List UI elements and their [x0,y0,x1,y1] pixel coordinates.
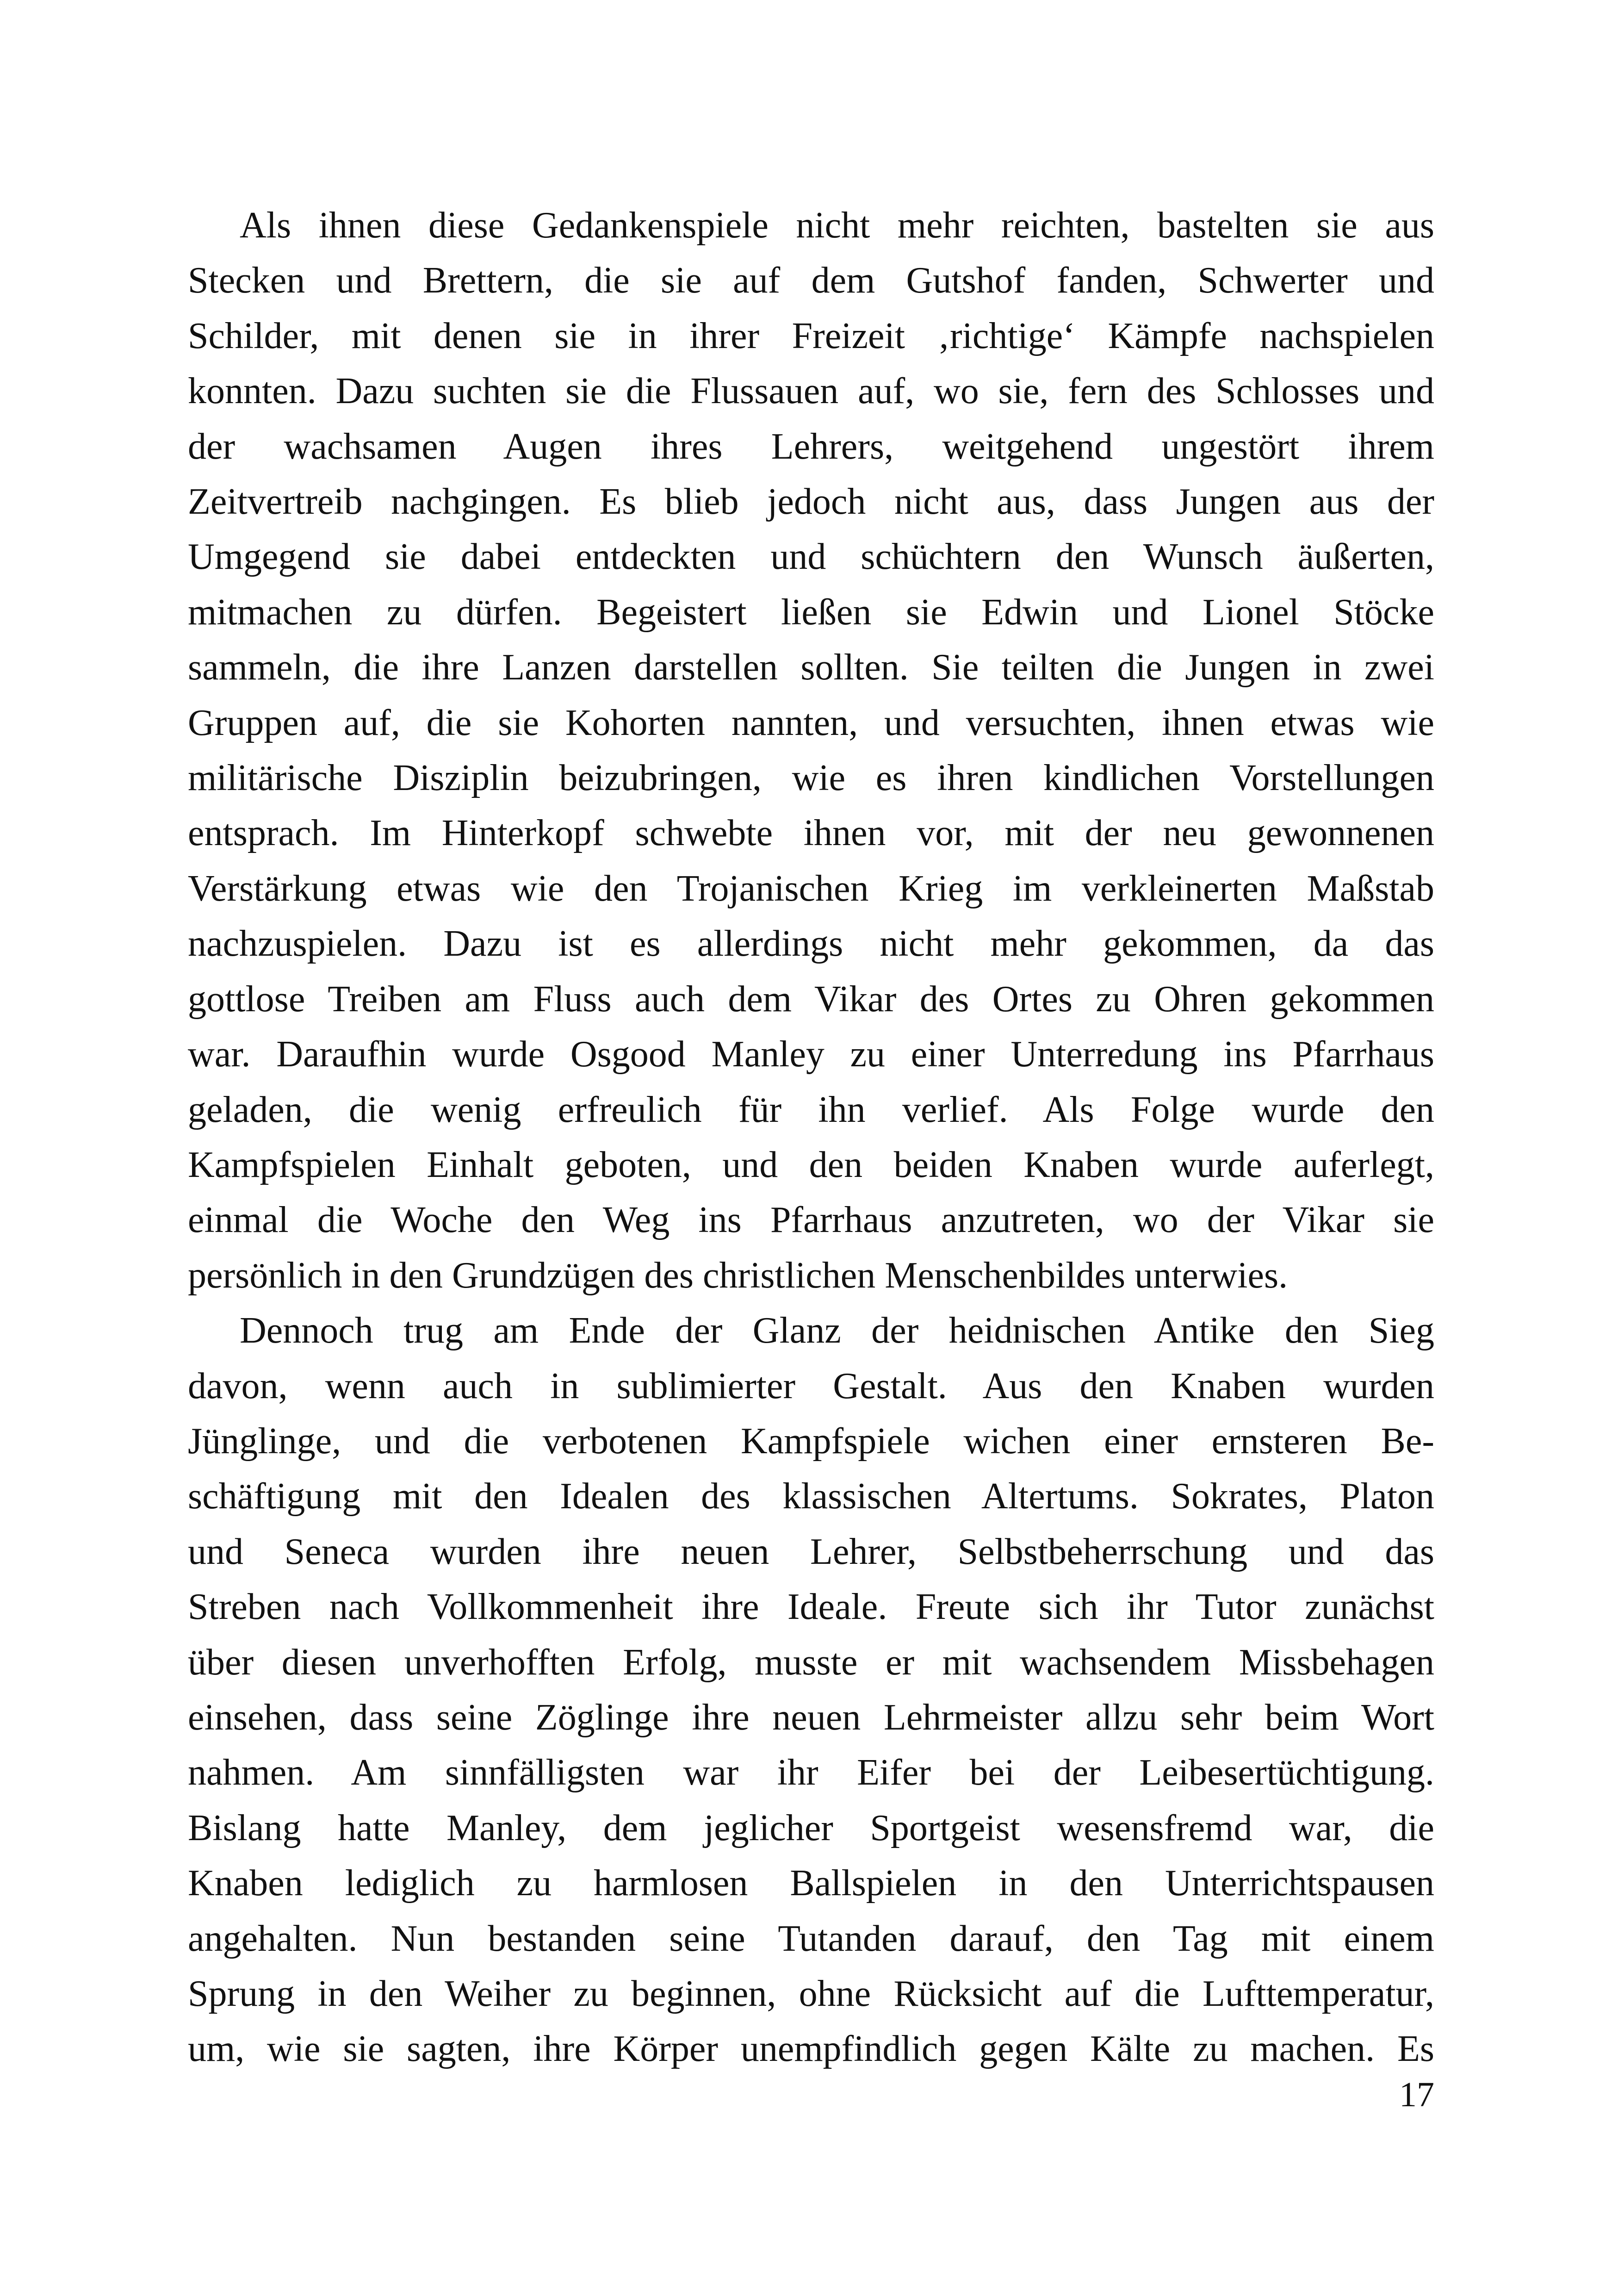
paragraph-2 [188,1303,1434,2077]
text-line: über diesen unverhofften Erfolg, musste er mit wachsendem Missbehagen [188,1642,1434,1683]
text-line: nahmen. Am sinnfälligsten war ihr Eifer bei der Leibesertüchtigung. [188,1752,1434,1793]
text-line: Verstärkung etwas wie den Trojanischen Krieg im verkleinerten Maßstab [188,868,1434,909]
text-line: davon, wenn auch in sublimierter Gestalt. Aus den Knaben wurden [188,1365,1434,1406]
text-line: einsehen, dass seine Zöglinge ihre neuen Lehrmeister allzu sehr beim Wort [188,1697,1434,1738]
page-number: 17 [1399,2075,1434,2114]
text-line: Sprung in den Weiher zu beginnen, ohne Rücksicht auf die Lufttemperatur, [188,1973,1434,2014]
text-line: schäftigung mit den Idealen des klassischen Altertums. Sokrates, Platon [188,1476,1434,1517]
text-line: um, wie sie sagten, ihre Körper unempfindlich gegen Kälte zu machen. Es [188,2028,1434,2070]
text-line: Bislang hatte Manley, dem jeglicher Sportgeist wesensfremd war, die [188,1807,1434,1848]
text-line: konnten. Dazu suchten sie die Flussauen auf, wo sie, fern des Schlosses und [188,371,1434,412]
text-line: Kampfspielen Einhalt geboten, und den beiden Knaben wurde auferlegt, [188,1144,1434,1185]
text-line: Dennoch trug am Ende der Glanz der heidnischen Antike den Sieg [240,1310,1434,1351]
text-line: sammeln, die ihre Lanzen darstellen sollten. Sie teilten die Jungen in zwei [188,647,1434,688]
text-line: mitmachen zu dürfen. Begeistert ließen sie Edwin und Lionel Stöcke [188,591,1434,633]
text-line: Gruppen auf, die sie Kohorten nannten, und versuchten, ihnen etwas wie [188,702,1434,743]
text-line: gottlose Treiben am Fluss auch dem Vikar des Ortes zu Ohren gekommen [188,978,1434,1020]
text-line: Jünglinge, und die verbotenen Kampfspiele wichen einer ernsteren Be- [188,1420,1434,1462]
text-line: militärische Disziplin beizubringen, wie es ihren kindlichen Vorstellungen [188,758,1434,799]
text-line: war. Daraufhin wurde Osgood Manley zu einer Unterredung ins Pfarrhaus [188,1034,1434,1075]
text-line: Zeitvertreib nachgingen. Es blieb jedoch nicht aus, dass Jungen aus der [188,481,1434,523]
text-line: entsprach. Im Hinterkopf schwebte ihnen vor, mit der neu gewonnenen [188,813,1434,854]
text-line: geladen, die wenig erfreulich für ihn verlief. Als Folge wurde den [188,1089,1434,1130]
text-line: einmal die Woche den Weg ins Pfarrhaus anzutreten, wo der Vikar sie [188,1200,1434,1241]
text-line: Knaben lediglich zu harmlosen Ballspielen in den Unterrichtspausen [188,1863,1434,1904]
body-text [188,198,1434,2077]
text-line: angehalten. Nun bestanden seine Tutanden darauf, den Tag mit einem [188,1918,1434,1959]
text-line: Schilder, mit denen sie in ihrer Freizeit ‚richtige‘ Kämpfe nachspielen [188,315,1434,356]
text-line: Streben nach Vollkommenheit ihre Ideale. Freute sich ihr Tutor zunächst [188,1587,1434,1628]
text-line: Als ihnen diese Gedankenspiele nicht mehr reichten, bastelten sie aus [240,205,1434,246]
text-line: Stecken und Brettern, die sie auf dem Gutshof fanden, Schwerter und [188,260,1434,301]
text-line: persönlich in den Grundzügen des christlichen Menschenbildes unterwies. [188,1255,1288,1296]
paragraph-1 [188,198,1434,1303]
text-line: und Seneca wurden ihre neuen Lehrer, Selbstbeherrschung und das [188,1531,1434,1572]
text-line: der wachsamen Augen ihres Lehrers, weitgehend ungestört ihrem [188,426,1434,467]
text-line: nachzuspielen. Dazu ist es allerdings nicht mehr gekommen, da das [188,923,1434,964]
text-line: Umgegend sie dabei entdeckten und schüchtern den Wunsch äußerten, [188,536,1434,578]
